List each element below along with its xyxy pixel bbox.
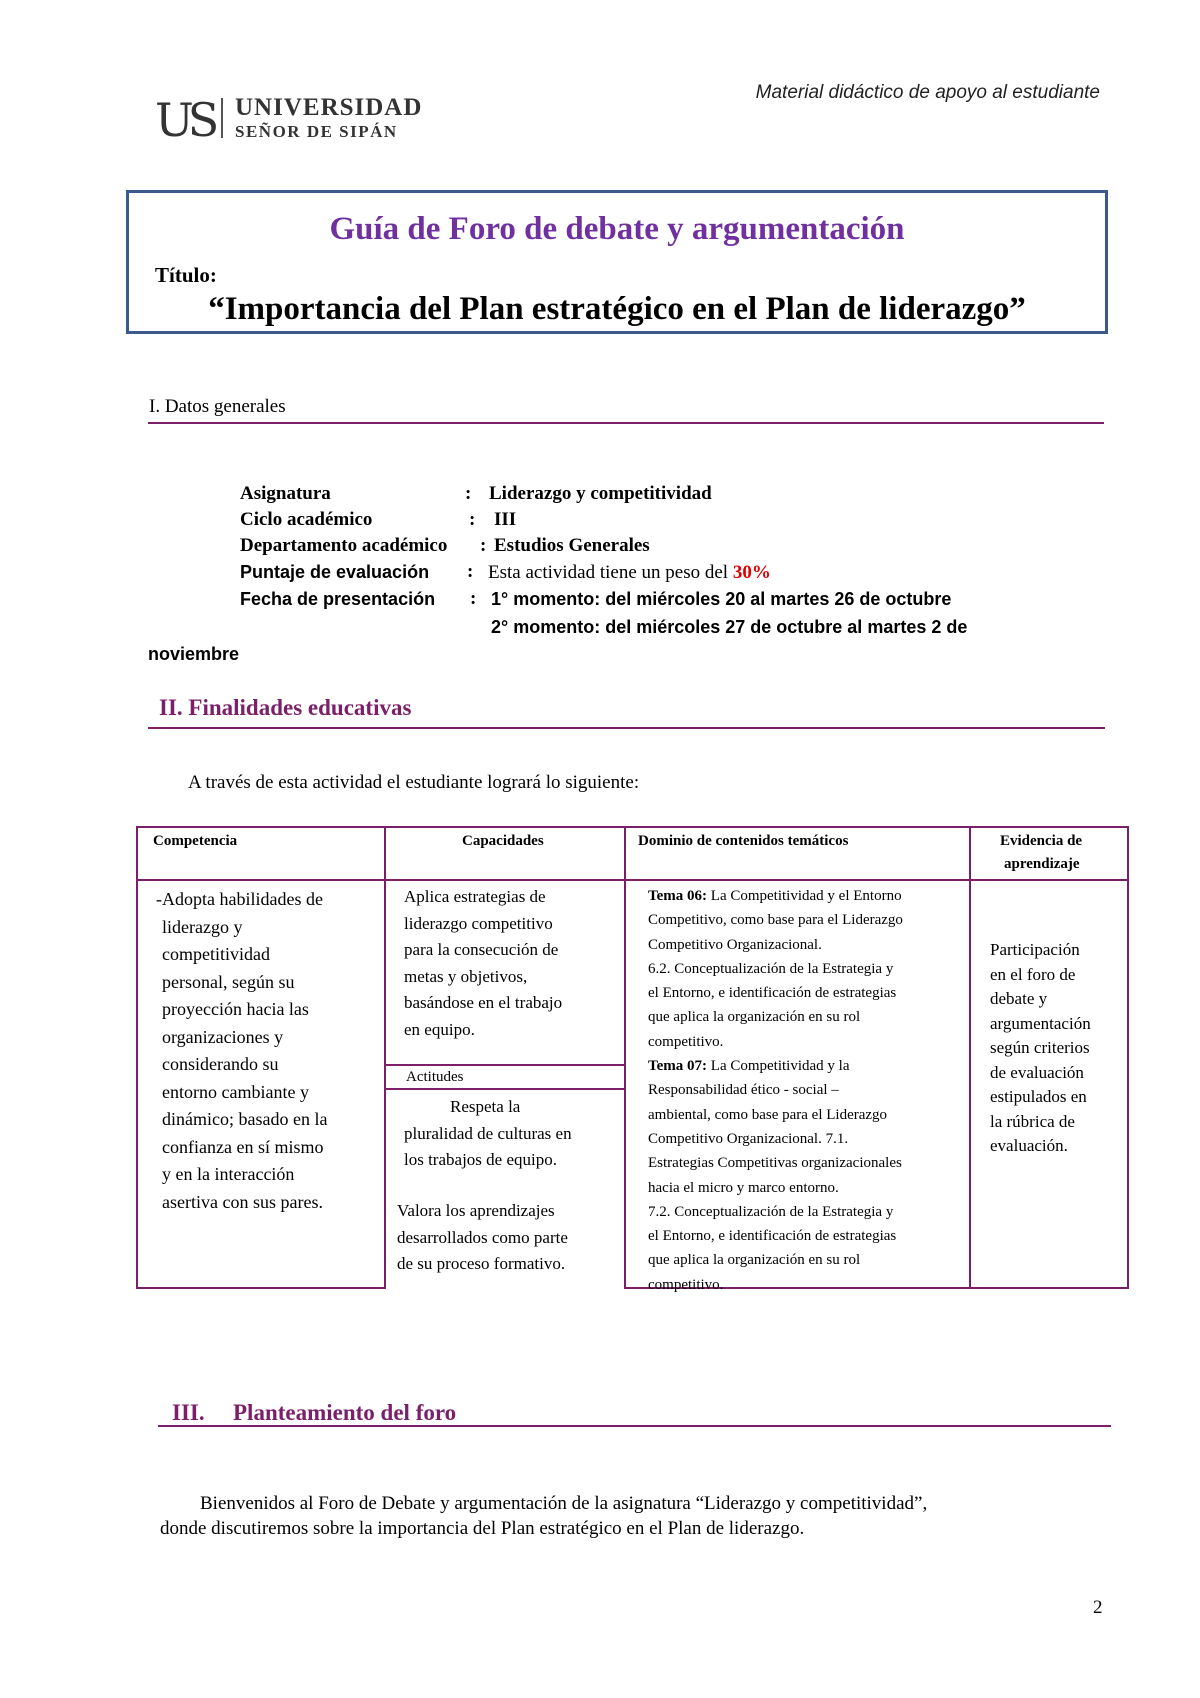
field-value-fecha-3: noviembre (148, 644, 240, 664)
section-1-heading: I. Datos generales (149, 396, 286, 417)
logo-line1: UNIVERSIDAD (235, 94, 423, 121)
field-separator: : (465, 483, 472, 504)
table-header-competencia: Competencia (153, 833, 238, 849)
actitudes-label: Actitudes (406, 1069, 464, 1085)
actitudes-line: Valora los aprendizajes (397, 1201, 555, 1220)
competencia-line: considerando su (162, 1054, 279, 1074)
field-separator: : (480, 535, 487, 556)
section-divider (158, 1425, 1111, 1427)
forum-paragraph-line-2: donde discutiremos sobre la importancia del Plan estratégico en el Plan de liderazgo. (160, 1518, 805, 1539)
competencia-text (156, 886, 327, 1216)
field-label: Asignatura (240, 483, 331, 504)
dominio-line: el Entorno, e identificación de estrategias (648, 1228, 897, 1245)
competencia-line: -Adopta habilidades de (156, 889, 323, 909)
dominio-line: que aplica la organización en su rol (648, 1252, 861, 1269)
evidencia-line: evaluación. (990, 1136, 1068, 1155)
competencia-line: confianza en sí mismo (162, 1136, 324, 1157)
forum-paragraph-line-1: Bienvenidos al Foro de Debate y argumentación de la asignatura “Liderazgo y competitividad”, (200, 1493, 928, 1514)
title-label: Título: (155, 263, 217, 287)
dominio-line: 7.2. Conceptualización de la Estrategia y (648, 1203, 894, 1220)
capacidades-text (404, 884, 562, 1043)
dominio-line: Competitivo Organizacional. 7.1. (648, 1130, 849, 1147)
competencia-line: liderazgo y (162, 916, 243, 937)
evidencia-line: Participación (990, 940, 1080, 959)
field-separator: : (467, 561, 474, 582)
table-header-dominio: Dominio de contenidos temáticos (638, 833, 849, 849)
actitudes-line: Respeta la (450, 1097, 521, 1116)
tema-label: Tema 07: (648, 1058, 708, 1075)
dominio-line: competitivo. (648, 1033, 724, 1050)
university-logo (155, 92, 435, 148)
field-separator: : (470, 588, 477, 609)
section-2-heading: II. Finalidades educativas (159, 695, 412, 720)
logo-divider (221, 98, 223, 138)
title-box (126, 190, 1108, 334)
competencia-line: entorno cambiante y (162, 1081, 309, 1102)
dominio-line: Tema 07: La Competitividad y la (648, 1058, 850, 1075)
capacidades-line: basándose en el trabajo (404, 993, 563, 1012)
row-divider (136, 1287, 386, 1289)
cell-border (384, 1088, 386, 1288)
capacidades-line: en equipo. (404, 1019, 475, 1039)
evidencia-text (990, 938, 1091, 1159)
field-value-asignatura: Liderazgo y competitividad (489, 483, 712, 504)
section-3-heading: Planteamiento del foro (233, 1400, 457, 1425)
puntaje-text: Esta actividad tiene un peso del (488, 562, 729, 583)
dominio-line: Estrategias Competitivas organizacionales (648, 1155, 902, 1172)
logo-monogram: US (155, 93, 214, 147)
dominio-line: el Entorno, e identificación de estrategias (648, 985, 897, 1002)
actitudes-line: los trabajos de equipo. (404, 1150, 557, 1169)
dominio-line: Competitivo, como base para el Liderazgo (648, 912, 903, 929)
competencia-line: y en la interacción (162, 1164, 295, 1184)
document-title: “Importancia del Plan estratégico en el Plan de liderazgo” (208, 291, 1026, 327)
capacidades-line: para la consecución de (404, 940, 559, 959)
field-label: Departamento académico (240, 535, 448, 556)
page-number: 2 (1093, 1597, 1103, 1618)
guide-title: Guía de Foro de debate y argumentación (329, 211, 905, 247)
competencia-line: competitividad (162, 944, 270, 964)
field-label: Puntaje de evaluación (240, 562, 430, 582)
field-value-fecha-1: 1° momento: del miércoles 20 al martes 26 de octubre (491, 589, 952, 609)
dominio-line: hacia el micro y marco entorno. (648, 1179, 839, 1196)
material-caption: Material didáctico de apoyo al estudiante (755, 82, 1100, 103)
evidencia-line: argumentación (990, 1013, 1091, 1033)
section-2-intro: A través de esta actividad el estudiante logrará lo siguiente: (188, 772, 640, 793)
capacidades-line: Aplica estrategias de (404, 887, 546, 906)
section-3-number: III. (172, 1400, 205, 1425)
dominio-line: competitivo. (648, 1276, 724, 1293)
dominio-text (648, 884, 903, 1297)
dominio-line: que aplica la organización en su rol (648, 1009, 861, 1026)
field-value-puntaje (488, 562, 771, 584)
tema-label: Tema 06: (648, 888, 708, 904)
capacidades-line: metas y objetivos, (404, 966, 528, 986)
table-header-evidencia: Evidencia de (1000, 833, 1083, 849)
actitudes-line: desarrollados como parte (397, 1227, 568, 1247)
competencia-line: asertiva con sus pares. (162, 1191, 323, 1212)
actitudes-text (404, 1094, 572, 1174)
competencia-line: personal, según su (162, 971, 295, 992)
evidencia-line: según criterios (990, 1038, 1090, 1057)
table-header-capacidades: Capacidades (462, 833, 544, 849)
dominio-line: ambiental, como base para el Liderazgo (648, 1106, 888, 1123)
table-header-aprendizaje: aprendizaje (1004, 856, 1080, 872)
actitudes-text-2 (397, 1198, 568, 1278)
competencia-line: organizaciones y (162, 1026, 284, 1047)
logo-line2: SEÑOR DE SIPÁN (235, 122, 398, 141)
dominio-line: 6.2. Conceptualización de la Estrategia y (648, 960, 894, 977)
field-value-fecha-2: 2° momento: del miércoles 27 de octubre al martes 2 de (491, 617, 968, 637)
dominio-line: Tema 06: La Competitividad y el Entorno (648, 888, 902, 904)
competencia-line: proyección hacia las (162, 999, 309, 1019)
field-separator: : (469, 509, 476, 530)
section-divider (148, 727, 1105, 729)
competencia-line: dinámico; basado en la (162, 1109, 328, 1129)
cell-border (624, 1088, 626, 1288)
dominio-line: Competitivo Organizacional. (648, 936, 822, 953)
section-divider (148, 422, 1104, 424)
puntaje-percent: 30% (732, 562, 771, 583)
dominio-line: Responsabilidad ético - social – (648, 1082, 839, 1099)
field-value-departamento: Estudios Generales (494, 535, 650, 556)
evidencia-line: estipulados en (990, 1087, 1087, 1106)
evidencia-line: en el foro de (990, 964, 1076, 984)
evidencia-line: la rúbrica de (990, 1111, 1075, 1131)
field-label: Ciclo académico (240, 509, 373, 530)
evidencia-line: de evaluación (990, 1062, 1084, 1082)
field-label: Fecha de presentación (240, 589, 436, 609)
evidencia-line: debate y (990, 989, 1048, 1008)
actitudes-line: de su proceso formativo. (397, 1254, 566, 1273)
field-value-ciclo: III (494, 509, 517, 530)
actitudes-line: pluralidad de culturas en (404, 1123, 572, 1143)
capacidades-line: liderazgo competitivo (404, 913, 553, 933)
